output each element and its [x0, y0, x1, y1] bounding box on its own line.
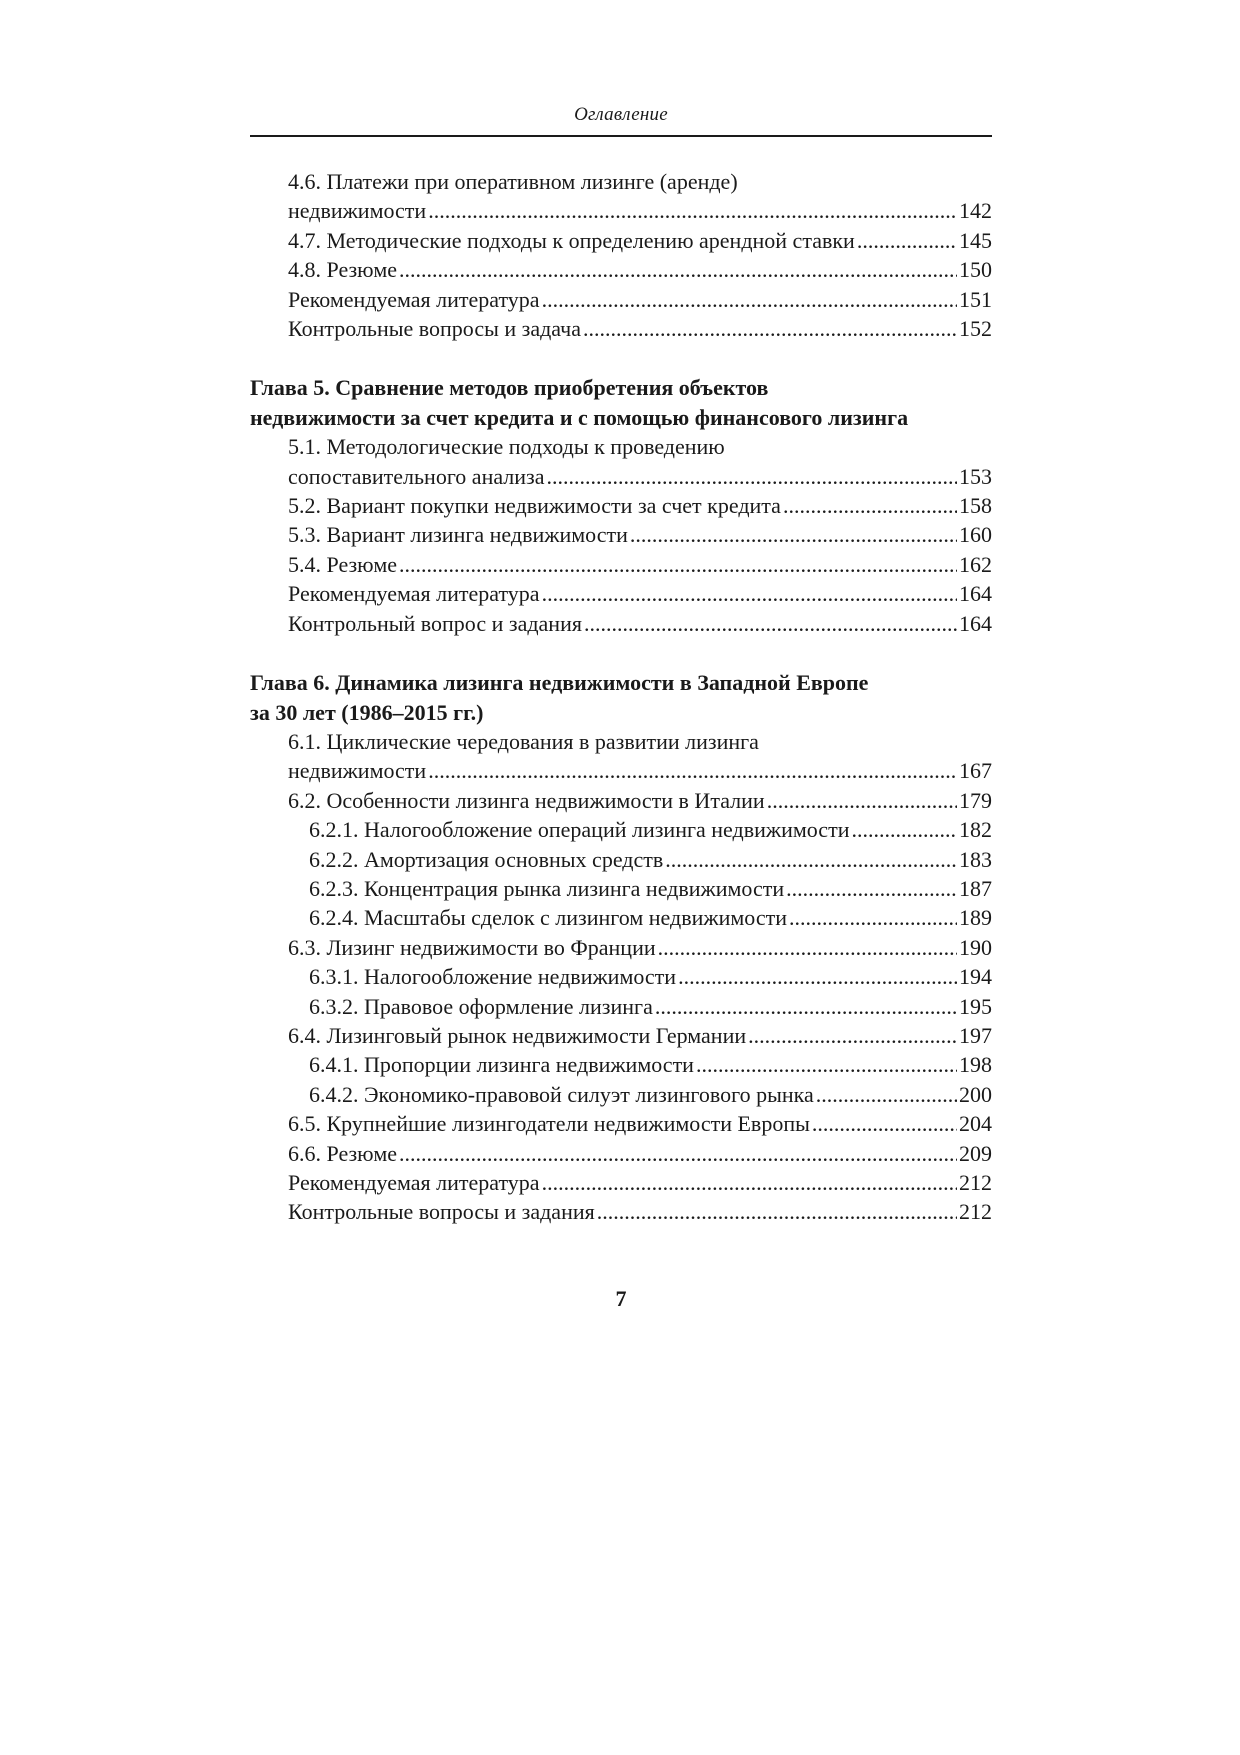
toc-entry-row [309, 845, 992, 874]
toc-entry-page: 153 [959, 463, 992, 489]
toc-entry-row [288, 196, 992, 225]
toc-entry-row [288, 1109, 992, 1138]
chapter-title-line: за 30 лет (1986–2015 гг.) [250, 699, 484, 725]
toc-entry-title: 6.2.4. Масштабы сделок с лизингом недвижимости [309, 905, 787, 931]
toc-entry-page: 179 [959, 787, 992, 813]
dot-leader [748, 1021, 957, 1050]
toc-entry-page: 194 [959, 964, 992, 990]
toc-entry-page: 212 [959, 1170, 992, 1195]
toc-entry[interactable] [288, 255, 992, 284]
toc-entry[interactable] [309, 1050, 992, 1079]
dot-leader [399, 550, 957, 579]
toc-entry-row [288, 285, 992, 314]
toc-entry-row [288, 462, 992, 491]
toc-entry[interactable] [309, 815, 992, 844]
toc-entry[interactable] [309, 992, 992, 1021]
toc-entry-title: 6.2.3. Концентрация рынка лизинга недвижимости [309, 875, 785, 901]
toc-entry-row [309, 992, 992, 1021]
chapter-title-line: Глава 5. Сравнение методов приобретения объектов [250, 375, 769, 401]
toc-entry-title: 6.4.2. Экономико-правовой силуэт лизингового рынка [309, 1081, 814, 1107]
toc-entry-page: 145 [959, 227, 992, 253]
toc-entry-page: 183 [959, 846, 992, 872]
chapter-title-line: Глава 6. Динамика лизинга недвижимости в Западной Европе [250, 670, 869, 696]
toc-entry-page: 200 [959, 1081, 992, 1107]
dot-leader [542, 1168, 957, 1197]
toc-entry[interactable] [309, 962, 992, 991]
toc-entry[interactable] [288, 491, 992, 520]
toc-entry-title: Контрольные вопросы и задача [288, 316, 582, 342]
toc-entry-title: Контрольные вопросы и задания [288, 1199, 595, 1225]
toc-entry-row [288, 1139, 992, 1168]
toc-entry-page: 204 [959, 1111, 992, 1137]
running-head: Оглавление [574, 104, 668, 125]
toc-entry[interactable] [288, 550, 992, 579]
toc-entry-title: 4.7. Методические подходы к определению арендной ставки [288, 227, 855, 253]
toc-entry-page: 167 [959, 758, 992, 784]
toc-entry[interactable] [288, 727, 992, 786]
toc-entry-row [309, 962, 992, 991]
toc-entry[interactable] [288, 609, 992, 638]
toc-entry-page: 197 [959, 1022, 992, 1048]
toc-entry-page: 212 [959, 1199, 992, 1225]
toc-entry-title-line: 6.1. Циклические чередования в развитии лизинга [288, 728, 759, 754]
toc-entry-title: 6.3.2. Правовое оформление лизинга [309, 993, 653, 1019]
chapter-title-line: недвижимости за счет кредита и с помощью финансового лизинга [250, 404, 909, 430]
toc-entry-page: 151 [959, 286, 992, 312]
toc-entry[interactable] [309, 903, 992, 932]
toc-entry-row [288, 491, 992, 520]
toc-entry-page: 160 [959, 522, 992, 548]
toc-entry-row [309, 874, 992, 903]
toc-entry-title-line: 4.6. Платежи при оперативном лизинге (аренде) [288, 169, 738, 194]
toc-entry[interactable] [288, 1168, 992, 1197]
toc-entry[interactable] [288, 285, 992, 314]
toc-entry-row [309, 815, 992, 844]
toc-entry-title: 5.2. Вариант покупки недвижимости за счет кредита [288, 493, 781, 519]
toc-entry-page: 189 [959, 905, 992, 931]
toc-entry[interactable] [288, 167, 992, 226]
toc-entry-title: 6.5. Крупнейшие лизингодатели недвижимости Европы [288, 1111, 810, 1137]
dot-leader [857, 226, 957, 255]
toc-entry-row [288, 255, 992, 284]
toc-entry[interactable] [288, 432, 992, 491]
dot-leader [696, 1050, 957, 1079]
dot-leader [678, 962, 957, 991]
toc-entry-row [288, 226, 992, 255]
toc-entry-title: Контрольный вопрос и задания [288, 610, 582, 636]
toc-entry-row [309, 1080, 992, 1109]
dot-leader [783, 491, 957, 520]
chapter-6-heading [250, 668, 992, 727]
toc-entry-row [288, 1021, 992, 1050]
toc-entry[interactable] [309, 874, 992, 903]
table-of-contents [250, 167, 992, 1227]
dot-leader [786, 874, 957, 903]
toc-entry[interactable] [288, 579, 992, 608]
toc-entry-page: 190 [959, 934, 992, 960]
dot-leader [399, 1139, 957, 1168]
dot-leader [399, 255, 957, 284]
dot-leader [428, 196, 957, 225]
toc-entry-page: 158 [959, 493, 992, 519]
toc-entry-row [309, 903, 992, 932]
toc-entry-title: 6.6. Резюме [288, 1140, 398, 1166]
toc-entry-page: 198 [959, 1052, 992, 1078]
toc-entry-row [288, 1197, 992, 1226]
toc-entry-title-line: 5.1. Методологические подходы к проведению [288, 434, 725, 460]
toc-entry-title: 6.2.2. Амортизация основных средств [309, 846, 664, 872]
dot-leader [851, 815, 957, 844]
toc-entry[interactable] [288, 933, 992, 962]
toc-entry-title: сопоставительного анализа [288, 463, 545, 489]
dot-leader [542, 579, 957, 608]
toc-entry-page: 182 [959, 817, 992, 843]
toc-entry-page: 150 [959, 257, 992, 283]
dot-leader [812, 1109, 957, 1138]
toc-entry-row [309, 1050, 992, 1079]
dot-leader [658, 933, 957, 962]
toc-entry-page: 142 [959, 198, 992, 224]
toc-block-chapter5 [250, 432, 992, 638]
toc-entry-page: 164 [959, 610, 992, 636]
toc-entry-title: 6.3.1. Налогообложение недвижимости [309, 964, 677, 990]
toc-entry-title: 5.4. Резюме [288, 551, 398, 577]
toc-block-chapter6 [250, 727, 992, 1227]
toc-entry[interactable] [288, 1197, 992, 1226]
toc-entry-title: Рекомендуемая литература [288, 1170, 540, 1195]
toc-entry-row [288, 1168, 992, 1197]
toc-entry-page: 162 [959, 551, 992, 577]
toc-entry[interactable] [288, 314, 992, 343]
dot-leader [547, 462, 957, 491]
dot-leader [584, 609, 957, 638]
toc-entry-title: 6.2. Особенности лизинга недвижимости в Италии [288, 787, 765, 813]
toc-entry[interactable] [288, 226, 992, 255]
dot-leader [428, 756, 957, 785]
dot-leader [542, 285, 957, 314]
toc-entry[interactable] [309, 845, 992, 874]
toc-entry[interactable] [288, 1109, 992, 1138]
toc-entry-title: недвижимости [288, 198, 427, 224]
chapter-5-heading [250, 373, 992, 432]
toc-entry-title: 6.3. Лизинг недвижимости во Франции [288, 934, 656, 960]
toc-entry[interactable] [288, 1139, 992, 1168]
dot-leader [767, 786, 957, 815]
toc-entry-title: 6.4.1. Пропорции лизинга недвижимости [309, 1052, 694, 1078]
toc-entry-page: 209 [959, 1140, 992, 1166]
toc-entry-title: 6.2.1. Налогообложение операций лизинга недвижимости [309, 817, 850, 843]
toc-entry-page: 164 [959, 581, 992, 607]
page-number: 7 [615, 1286, 627, 1311]
toc-entry-title: 4.8. Резюме [288, 257, 398, 283]
toc-entry-title: Рекомендуемая литература [288, 581, 540, 607]
dot-leader [597, 1197, 957, 1226]
dot-leader [665, 845, 957, 874]
toc-entry[interactable] [288, 1021, 992, 1050]
toc-block-chapter4-tail [250, 167, 992, 343]
toc-entry-row [288, 520, 992, 549]
toc-entry[interactable] [309, 1080, 992, 1109]
toc-entry-row [288, 786, 992, 815]
toc-entry-page: 195 [959, 993, 992, 1019]
toc-entry[interactable] [288, 520, 992, 549]
toc-entry-title: 5.3. Вариант лизинга недвижимости [288, 522, 628, 548]
header-rule [250, 135, 992, 137]
toc-entry-title: недвижимости [288, 758, 427, 784]
toc-entry-row [288, 550, 992, 579]
toc-entry-title: Рекомендуемая литература [288, 286, 540, 312]
toc-entry-title: 6.4. Лизинговый рынок недвижимости Германии [288, 1022, 747, 1048]
toc-entry-row [288, 579, 992, 608]
toc-entry[interactable] [288, 786, 992, 815]
dot-leader [789, 903, 957, 932]
toc-entry-page: 187 [959, 875, 992, 901]
dot-leader [630, 520, 957, 549]
toc-entry-row [288, 609, 992, 638]
dot-leader [816, 1080, 957, 1109]
toc-entry-page: 152 [959, 316, 992, 342]
toc-entry-row [288, 933, 992, 962]
dot-leader [583, 314, 957, 343]
toc-entry-row [288, 756, 992, 785]
toc-entry-row [288, 314, 992, 343]
dot-leader [655, 992, 957, 1021]
